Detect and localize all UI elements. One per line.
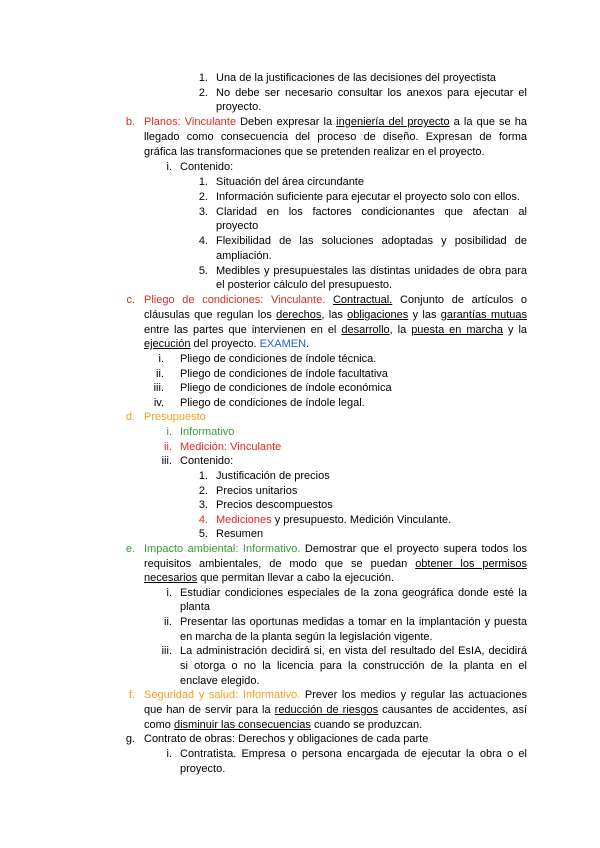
section-heading: Planos: Vinculante bbox=[144, 116, 236, 128]
section-heading: Presupuesto bbox=[144, 411, 206, 423]
section-heading: Seguridad y salud: Informativo. bbox=[144, 689, 301, 701]
section-heading: Pliego de condiciones: Vinculante. bbox=[144, 294, 326, 306]
section-heading: Contrato de obras: Derechos y obligaciones de cada parte bbox=[144, 733, 429, 745]
exam-tag: EXAMEN bbox=[259, 338, 307, 350]
document-page: 1. Una de la justificaciones de las decisiones del proyectista 2. No debe ser necesario consultar los anexos para ejecutar el proyecto. b. Planos: Vinculante Deben expresar la ingeniería del proyecto a la que se ha llegado como consecuencia del proceso de diseño. Expresan de forma gráfica las transformaciones que se pretenden realizar en el proyecto. i. Contenido: 1. Situación del área circundante 2. Información suficiente para ejecutar el proyecto solo con ellos. 3. Claridad en los factores condicionantes que afectan al proyecto 4. Flexibilidad de las soluciones adoptadas y posibilidad de ampliación. 5. Medibles y presupuestales las distintas unidades de obra para el posterior cálculo del presupuesto. c. Pliego de condiciones: Vinculante. Contractual. Conjunto de artículos o cláusulas que regulan los derechos, las obligaciones y las garantías mutuas entre las partes que intervienen en el desarrollo, la puesta en marcha y la ejecución del proyecto. EXAMEN. i. Pliego de condiciones de índole técnica. ii. Pliego de condiciones de índole facultativa iii. Pliego de condiciones de índole económica iv. Pliego de condiciones de índole legal. d. Presupuesto i. Informativo ii. Medición: Vinculante iii. Contenido: 1. Justificación de precios 2. Precios unitarios 3. Precios descompuestos 4. Mediciones y presupuesto. Medición Vinculante. 5. Resumen e. Impacto ambiental: Informativo. Demostrar que el proyecto supera todos los requisitos ambientales, de modo que se puedan obtener los permisos necesarios que permitan llevar a cabo la ejecución. i. Estudiar condiciones especiales de la zona geográfica donde esté la planta ii. Presentar las oportunas medidas a tomar en la implantación y puesta en marcha de la planta según la legislación vigente. iii. La administración decidirá si, en vista del resultado del EsIA, decidirá si otorga o no la licencia para la construcción de la planta en el enclave elegido. f. Seguridad y salud: Informativo. Prever los medios y regular las actuaciones que han de servir para la reducción de riesgos causantes de accidentes, así como disminuir las consecuencias cuando se produzcan. g. Contrato de obras: Derechos y obligaciones de cada parte i. Contratista. Empresa o persona encargada de ejecutar la obra o el proyecto. bbox=[125, 72, 528, 775]
section-heading: Impacto ambiental: Informativo. bbox=[144, 543, 301, 555]
